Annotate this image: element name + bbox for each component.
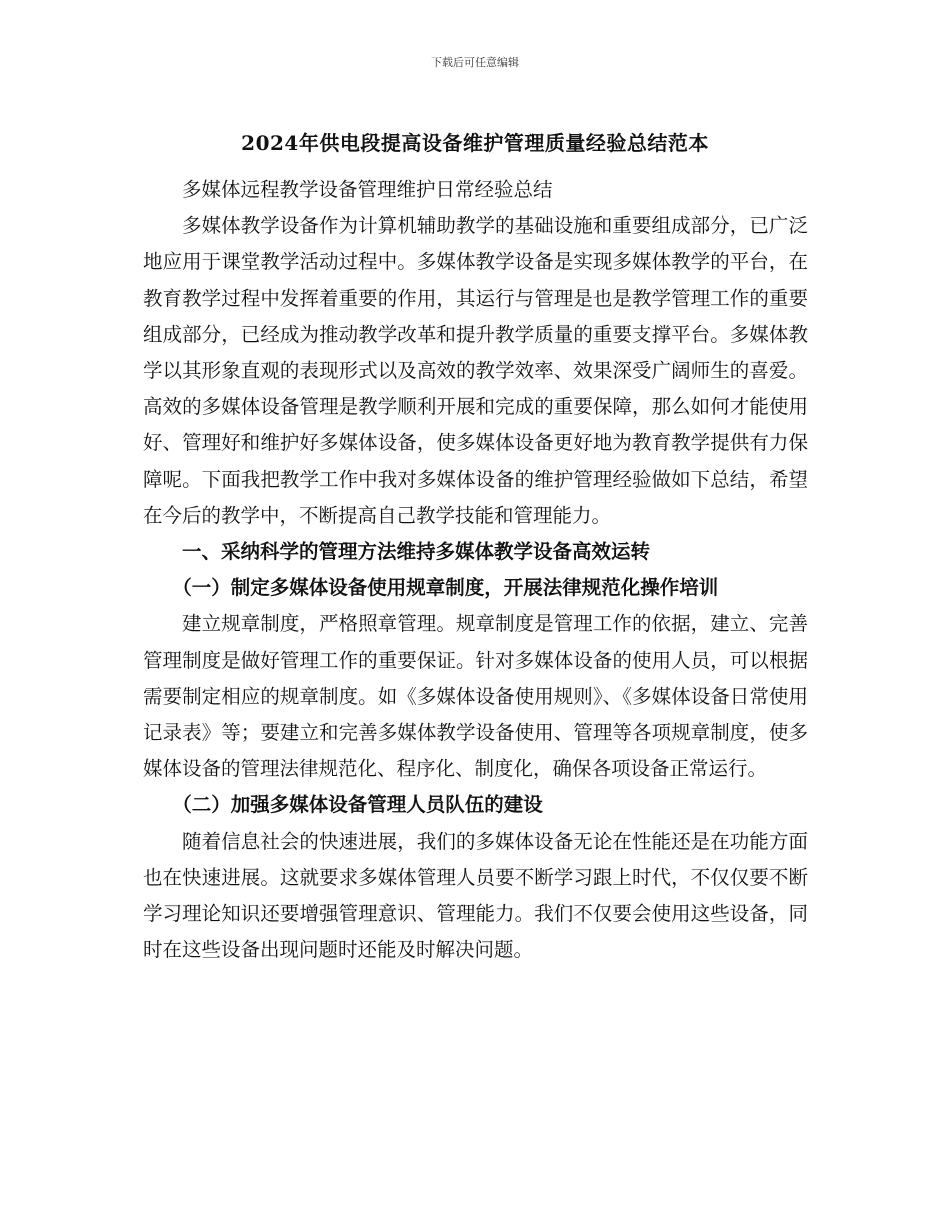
subtitle-paragraph: 多媒体远程教学设备管理维护日常经验总结 xyxy=(182,178,553,201)
subsection-heading-2: （二）加强多媒体设备管理人员队伍的建设 xyxy=(172,793,543,817)
document-title: 2024年供电段提高设备维护管理质量经验总结范本 xyxy=(241,131,709,155)
section-heading-1: 一、采纳科学的管理方法维持多媒体教学设备高效运转 xyxy=(182,540,651,564)
page-header: 下载后可任意编辑 xyxy=(431,56,519,69)
body-paragraph: 随着信息社会的快速进展，我们的多媒体设备无论在性能还是在功能方面也在快速进展。这就要求多媒体管理人员要不断学习跟上时代，不仅仅要不断学习理论知识还要增强管理意识、管理能力。我们不仅要会使用这些设备，同时在这些设备出现问题时还能及时解决问题。 xyxy=(143,829,808,962)
body-paragraph: 建立规章制度，严格照章管理。规章制度是管理工作的依据，建立、完善管理制度是做好管理工作的重要保证。针对多媒体设备的使用人员，可以根据需要制定相应的规章制度。如《多媒体设备使用规则》、《多媒体设备日常使用记录表》等；要建立和完善多媒体教学设备使用、管理等各项规章制度，使多媒体设备的管理法律规范化、程序化、制度化，确保各项设备正常运行。 xyxy=(143,612,808,781)
intro-paragraph: 多媒体教学设备作为计算机辅助教学的基础设施和重要组成部分，已广泛地应用于课堂教学活动过程中。多媒体教学设备是实现多媒体教学的平台，在教育教学过程中发挥着重要的作用，其运行与管理是也是教学管理工作的重要组成部分，已经成为推动教学改革和提升教学质量的重要支撑平台。多媒体教学以其形象直观的表现形式以及高效的教学效率、效果深受广阔师生的喜爱。高效的多媒体设备管理是教学顺利开展和完成的重要保障，那么如何才能使用好、管理好和维护好多媒体设备，使多媒体设备更好地为教育教学提供有力保障呢。下面我把教学工作中我对多媒体设备的维护管理经验做如下总结，希望在今后的教学中，不断提高自己教学技能和管理能力。 xyxy=(143,214,808,527)
document-body xyxy=(143,172,808,968)
subsection-heading-1: （一）制定多媒体设备使用规章制度，开展法律规范化操作培训 xyxy=(172,576,719,600)
